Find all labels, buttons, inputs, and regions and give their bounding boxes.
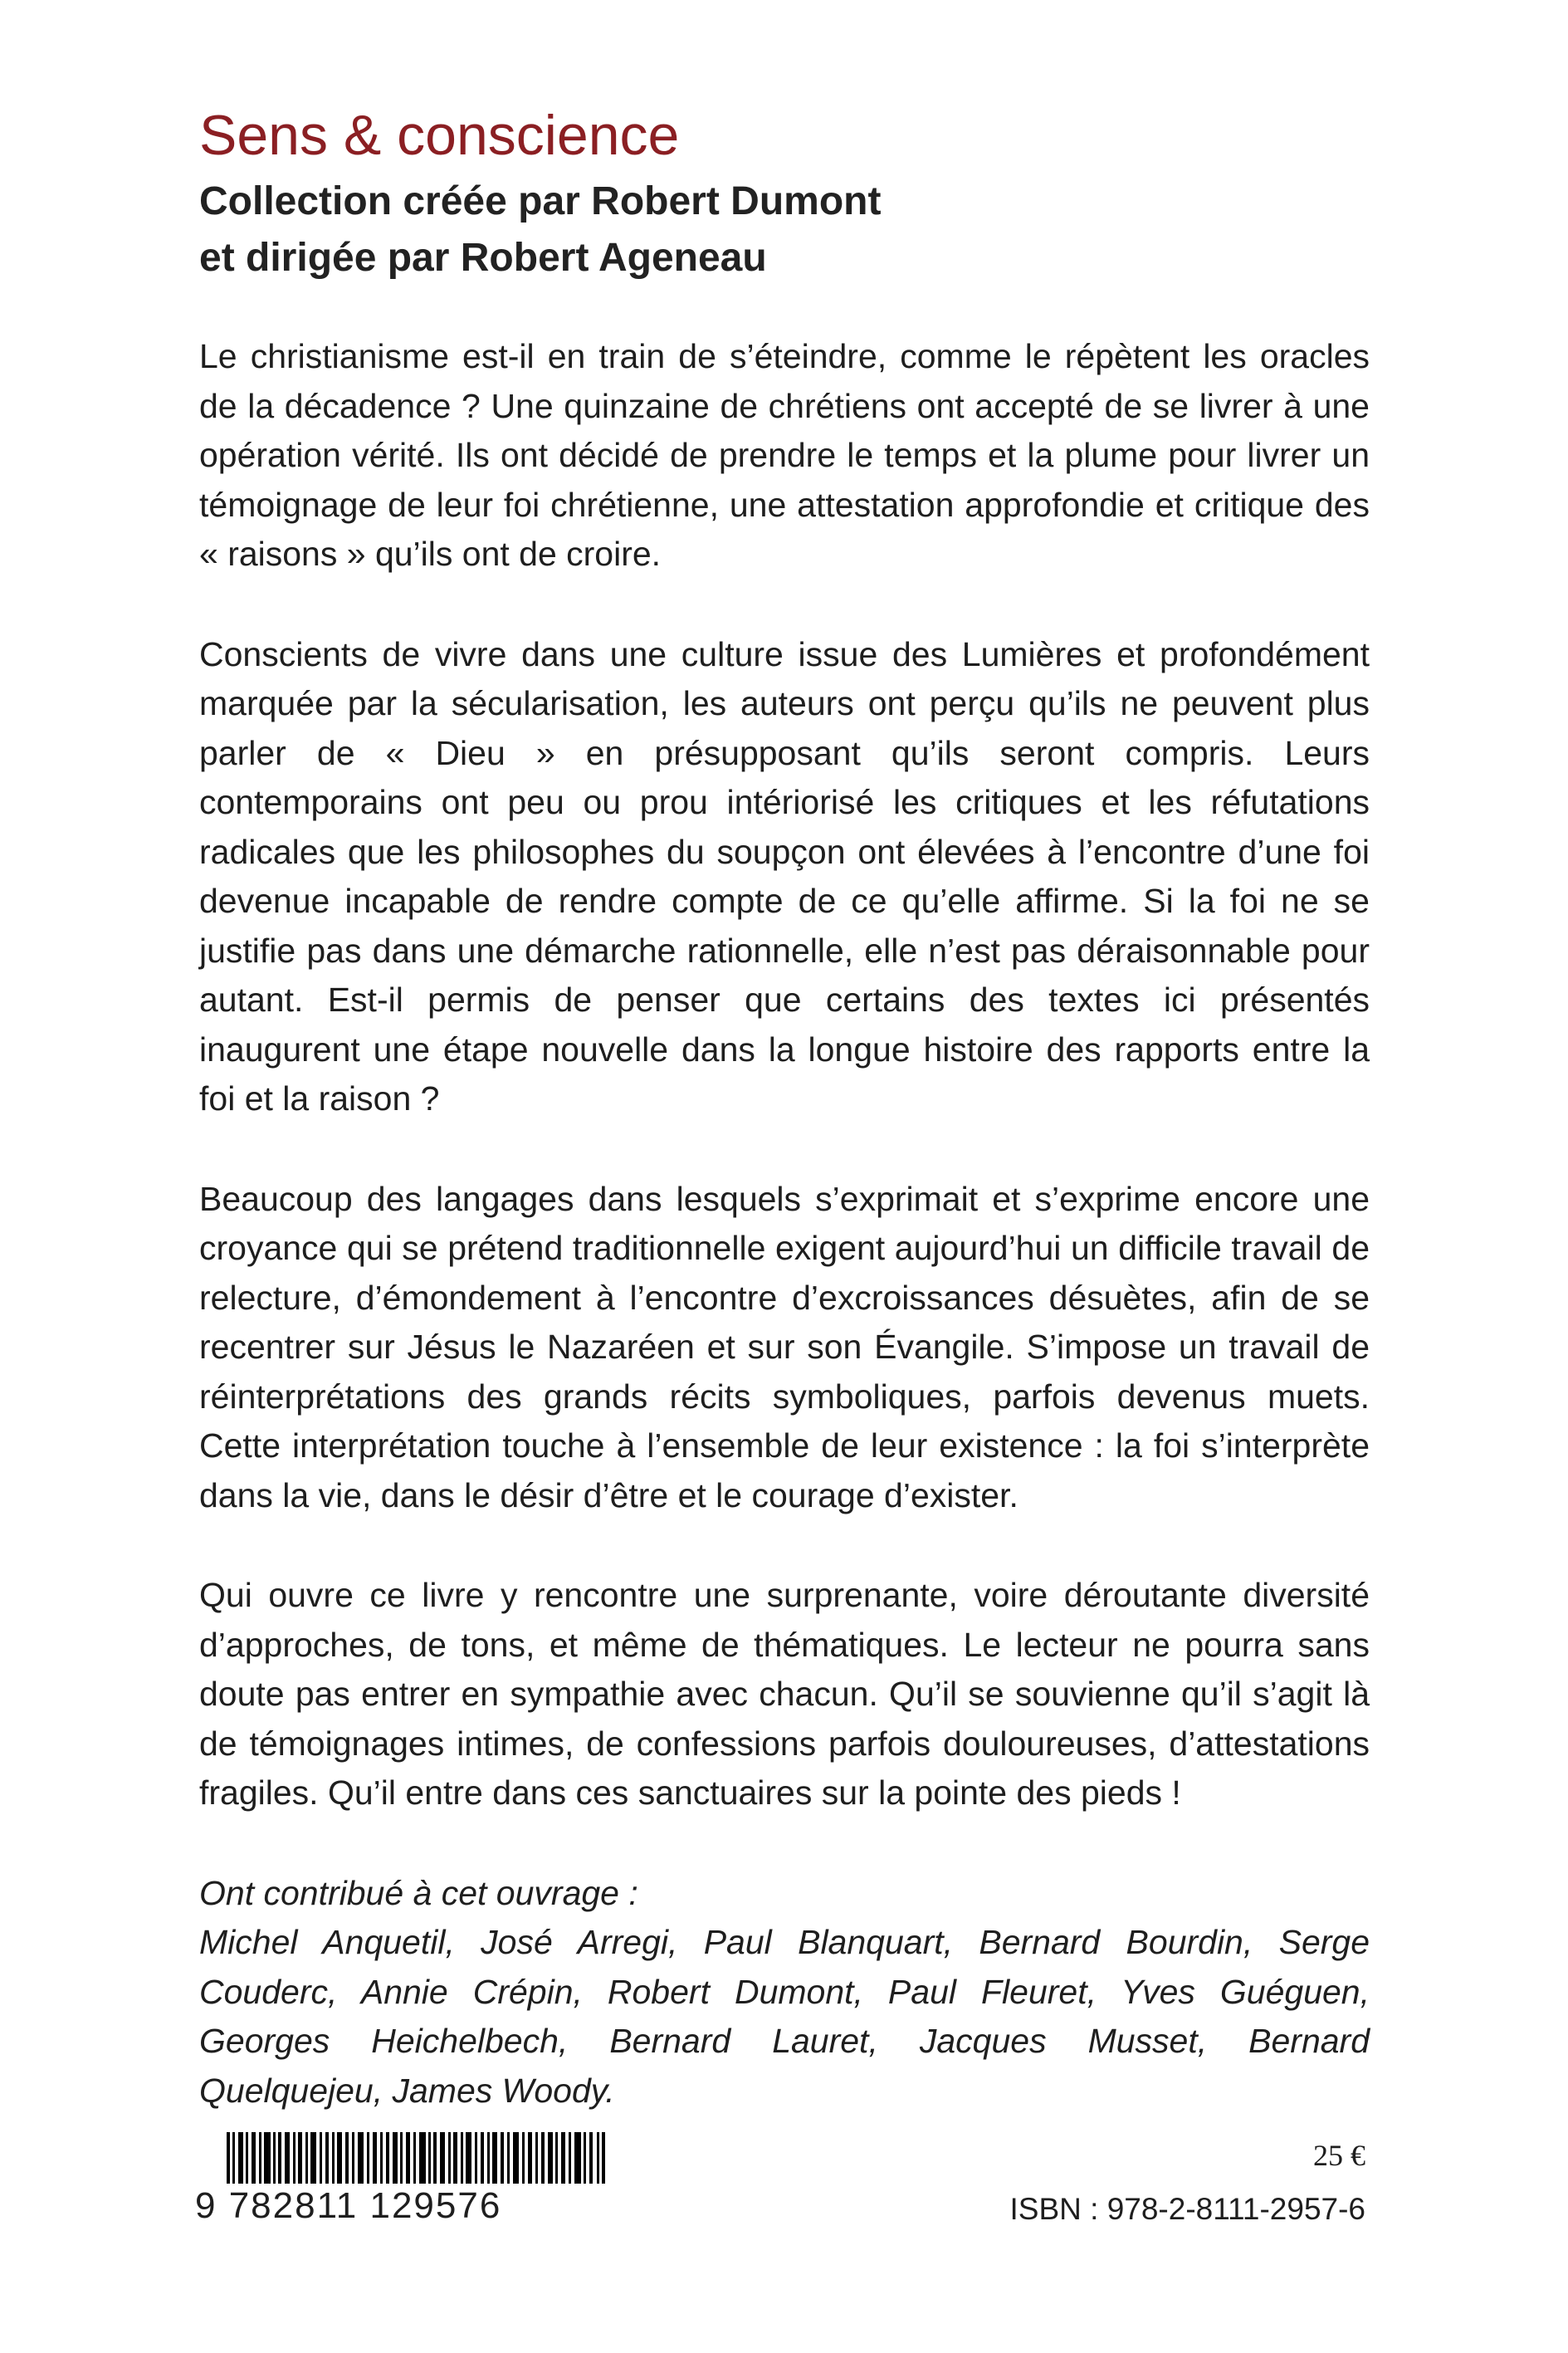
blurb-text [199,332,1370,2116]
blurb-paragraph-2: Conscients de vivre dans une culture issue des Lumières et profondément marquée par la sécularisation, les auteurs ont perçu qu’ils ne peuvent plus parler de « Dieu » en présupposant qu’ils seront compris. Leurs contemporains ont peu ou prou intériorisé les critiques et les réfutations radicales que les philosophes du soupçon ont élevées à l’encontre d’une foi devenue incapable de rendre compte de ce qu’elle affirme. Si la foi ne se justifie pas dans une démarche rationnelle, elle n’est pas déraisonnable pour autant. Est-il permis de penser que certains des textes ici présentés inaugurent une étape nouvelle dans la longue histoire des rapports entre la foi et la raison ? [199,634,1370,1118]
blurb-paragraph-4: Qui ouvre ce livre y rencontre une surprenante, voire déroutante diversité d’approches, de tons, et même de thématiques. Le lecteur ne pourra sans doute pas entrer en sympathie avec chacun. Qu’il se souvienne qu’il s’agit là de témoignages intimes, de confessions parfois douloureuses, d’attestations fragiles. Qu’il entre dans ces sanctuaires sur la pointe des pieds ! [199,1576,1370,1812]
collection-credit-line-1: Collection créée par Robert Dumont [199,179,882,223]
series-title: Sens & conscience [199,104,680,167]
blurb-paragraph-3: Beaucoup des langages dans lesquels s’exprimait et s’exprime encore une croyance qui se prétend traditionnelle exigent aujourd’hui un difficile travail de relecture, d’émondement à l’encontre d’excroissances désuètes, afin de se recentrer sur Jésus le Nazaréen et sur son Évangile. S’impose un travail de réinterprétations des grands récits symboliques, parfois devenus muets. Cette interprétation touche à l’ensemble de leur existence : la foi s’interprète dans la vie, dans le désir d’être et le courage d’exister. [199,1179,1370,1514]
blurb-paragraph-1: Le christianisme est-il en train de s’éteindre, comme le répètent les oracles de la décadence ? Une quinzaine de chrétiens ont accepté de se livrer à une opération vérité. Ils ont décidé de prendre le temps et la plume pour livrer un témoignage de leur foi chrétienne, une attestation approfondie et critique des « raisons » qu’ils ont de croire. [199,337,1370,573]
contributors-list: Michel Anquetil, José Arregi, Paul Blanquart, Bernard Bourdin, Serge Couderc, Annie Crépin, Robert Dumont, Paul Fleuret, Yves Guéguen, Georges Heichelbech, Bernard Lauret, Jacques Musset, Bernard Quelquejeu, James Woody. [199,1923,1370,2110]
collection-credit-line-2: et dirigée par Robert Ageneau [199,236,767,280]
contributors-heading: Ont contribué à cet ouvrage : [199,1873,638,1912]
price-label: 25 € [1313,2139,1365,2172]
barcode-digits: 9 782811 129576 [195,2185,502,2226]
contributors-block [199,1869,1370,2116]
isbn-label: ISBN : 978-2-8111-2957-6 [1009,2192,1365,2226]
